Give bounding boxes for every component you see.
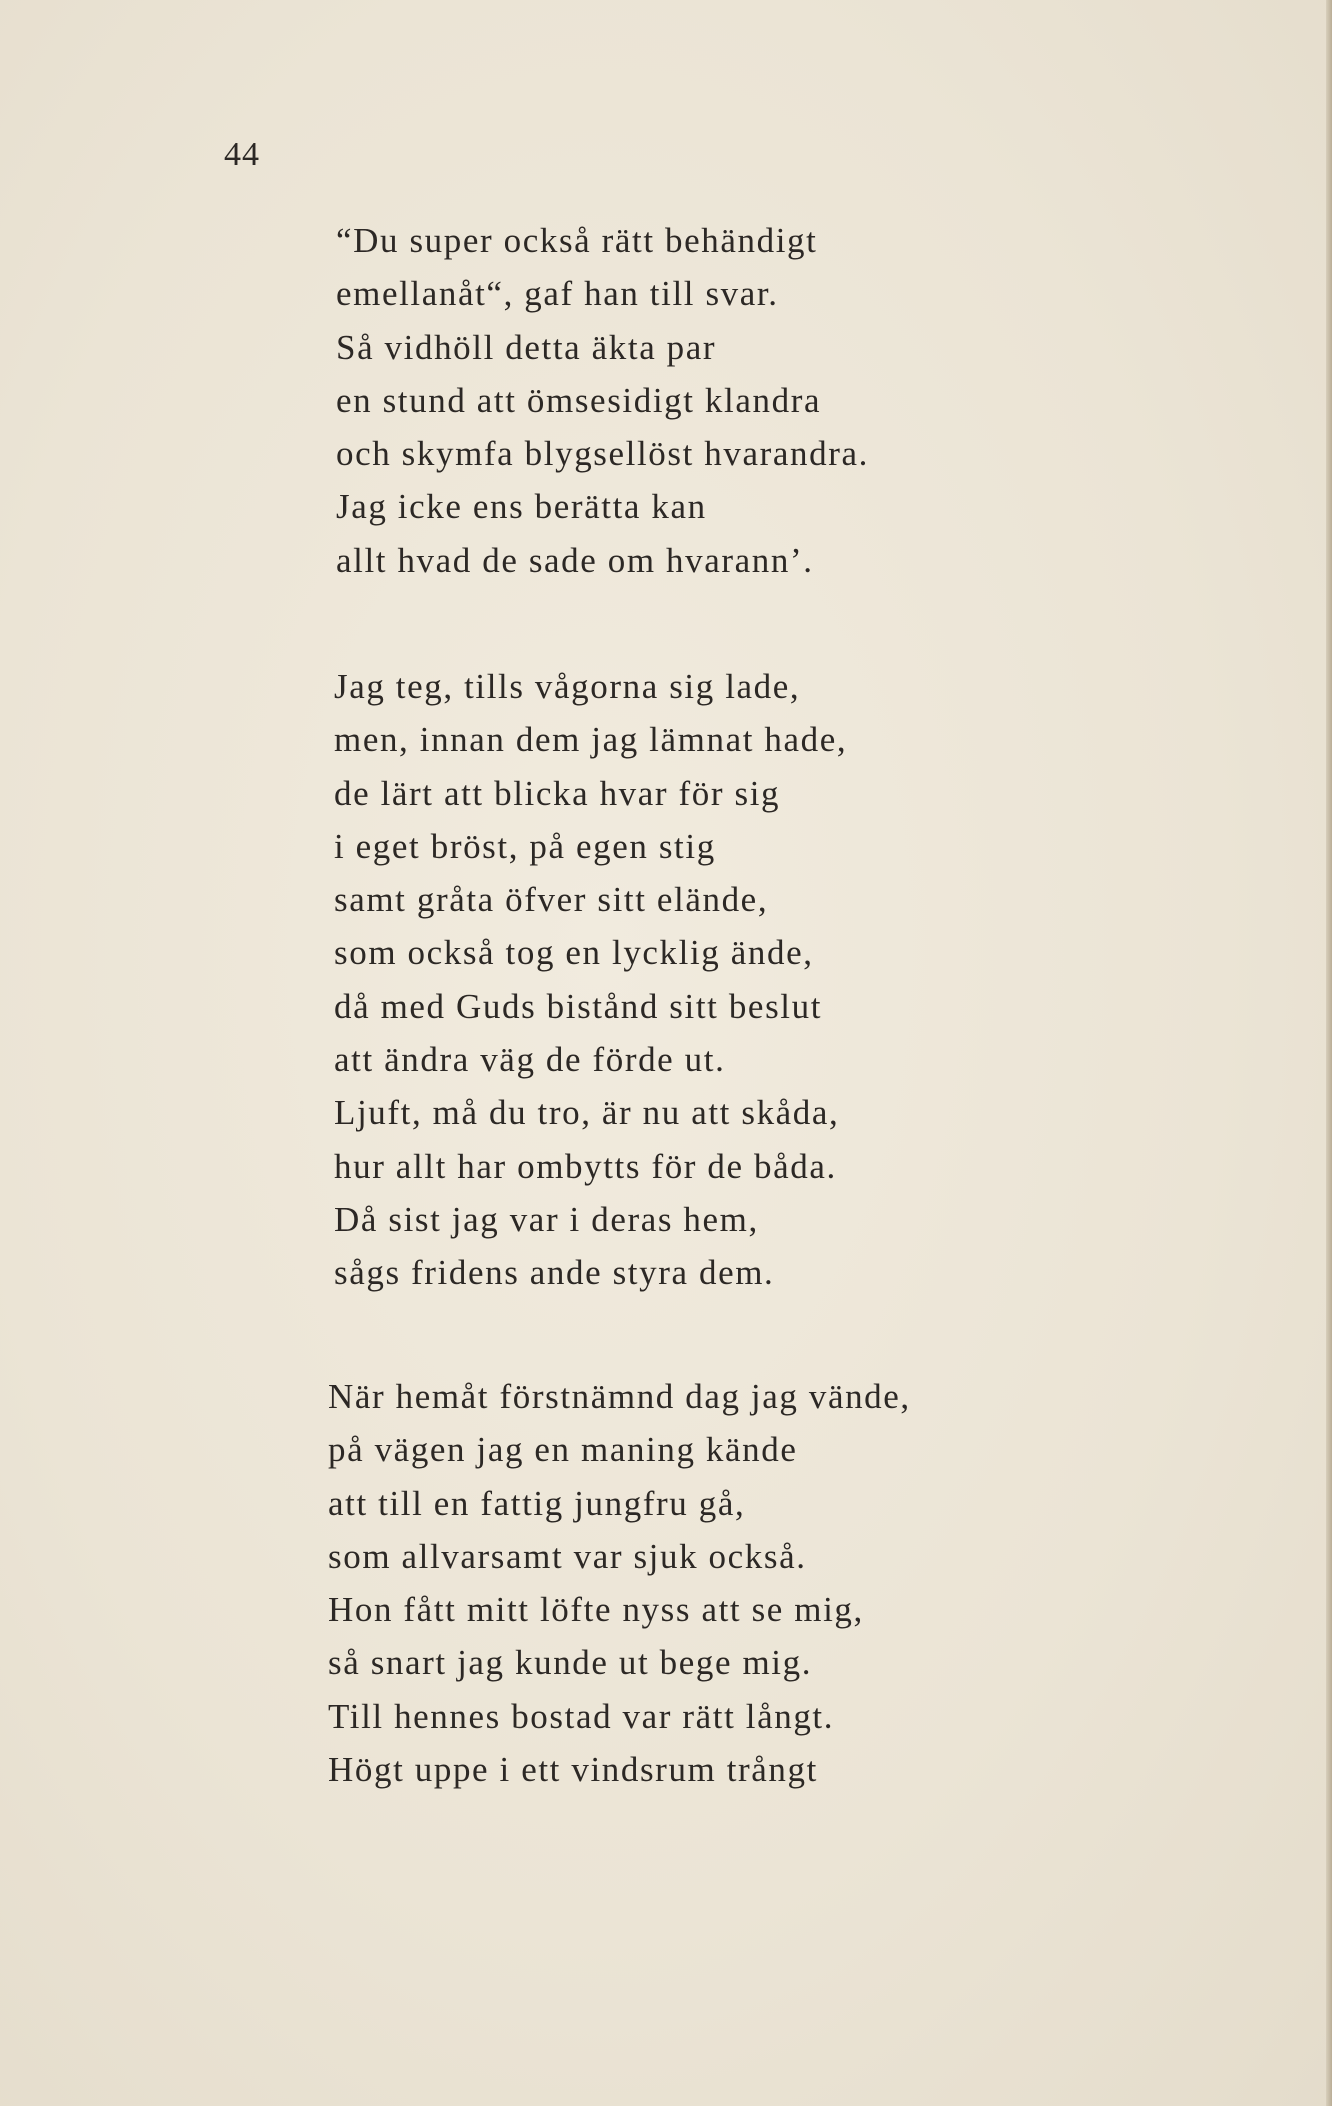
stanza: [336, 214, 869, 587]
poem-line: Hon fått mitt löfte nyss att se mig,: [328, 1590, 864, 1630]
poem-line: Så vidhöll detta äkta par: [336, 327, 717, 367]
poem-line: de lärt att blicka hvar för sig: [334, 773, 781, 813]
poem-line: Jag icke ens berätta kan: [336, 487, 707, 527]
poem-line: i eget bröst, på egen stig: [334, 826, 716, 866]
poem-line: så snart jag kunde ut bege mig.: [328, 1643, 813, 1683]
poem-line: men, innan dem jag lämnat hade,: [334, 720, 848, 760]
poem-line: som också tog en lycklig ände,: [334, 933, 814, 973]
page-edge: [1326, 0, 1332, 2106]
poem-line: hur allt har ombytts för de båda.: [334, 1146, 837, 1186]
poem-line: Jag teg, tills vågorna sig lade,: [334, 667, 801, 706]
poem-line: Till hennes bostad var rätt långt.: [328, 1696, 835, 1736]
poem-line: då med Guds bistånd sitt beslut: [334, 986, 823, 1026]
stanza: [328, 1370, 911, 1796]
poem-line: på vägen jag en maning kände: [328, 1430, 798, 1470]
poem-line: samt gråta öfver sitt elände,: [334, 880, 769, 920]
poem-line: Då sist jag var i deras hem,: [334, 1199, 759, 1239]
poem-line: sågs fridens ande styra dem.: [334, 1253, 775, 1293]
poem-line: som allvarsamt var sjuk också.: [328, 1536, 807, 1576]
poem-line: och skymfa blygsellöst hvarandra.: [336, 434, 869, 474]
poem-line: en stund att ömsesidigt klandra: [336, 380, 822, 420]
poem-line: att till en fattig jungfru gå,: [328, 1483, 746, 1523]
poem-line: att ändra väg de förde ut.: [334, 1040, 726, 1080]
poem-line: allt hvad de sade om hvarann’.: [336, 540, 814, 580]
stanza: [334, 660, 847, 1300]
poem-line: Högt uppe i ett vindsrum trångt: [328, 1750, 818, 1790]
poem-line: När hemåt förstnämnd dag jag vände,: [328, 1377, 911, 1416]
page-number: 44: [224, 136, 260, 173]
poem-line: “Du super också rätt behändigt: [336, 221, 818, 260]
poem-line: emellanåt“, gaf han till svar.: [336, 274, 779, 314]
poem-line: Ljuft, må du tro, är nu att skåda,: [334, 1093, 840, 1133]
